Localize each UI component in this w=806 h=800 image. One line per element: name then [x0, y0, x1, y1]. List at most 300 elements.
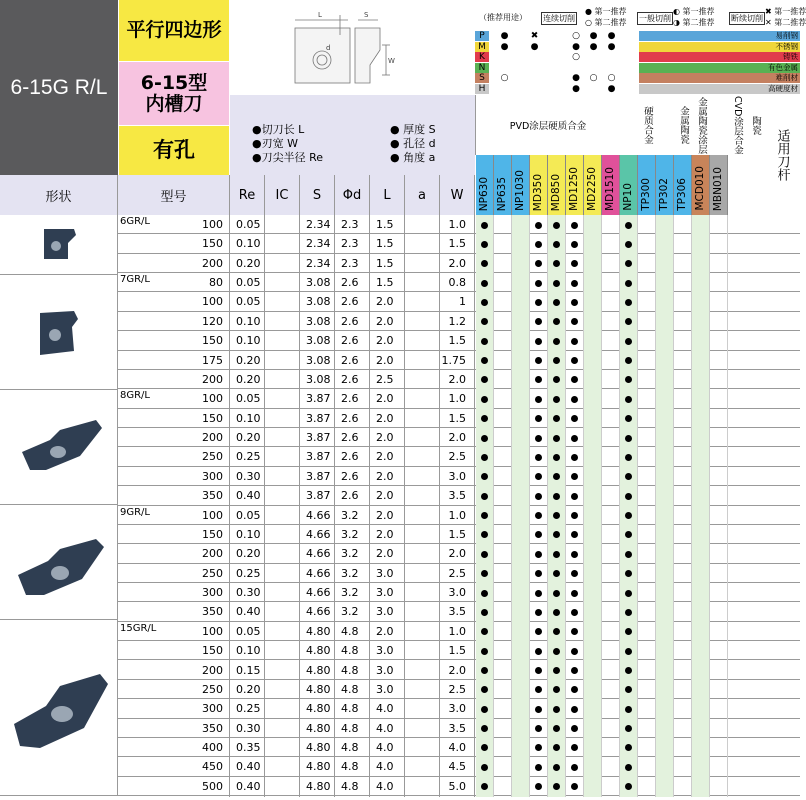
cell-w: 1.5 — [440, 234, 475, 254]
grade-cell-tp306 — [674, 351, 692, 371]
stock-dot — [535, 570, 542, 577]
grade-cell-md350 — [530, 234, 548, 254]
grade-cell-md350 — [530, 506, 548, 526]
cell-s: 3.08 — [300, 351, 335, 371]
insert-8gr-image — [0, 390, 118, 505]
grade-header-np630 — [476, 155, 494, 215]
grade-cell-md1510 — [602, 215, 620, 235]
grade-cell-tp302 — [656, 757, 674, 777]
stock-dot — [553, 551, 560, 558]
stock-dot — [553, 648, 560, 655]
cell-ic — [265, 602, 300, 622]
grade-cell-mcd010 — [692, 757, 710, 777]
stock-dot — [571, 744, 578, 751]
grade-label: MD350 — [531, 173, 544, 211]
material-mark: ● — [585, 42, 603, 52]
cell-re: 0.10 — [230, 409, 265, 429]
cell-d: 2.6 — [335, 447, 370, 467]
material-mark — [621, 42, 639, 52]
grade-cell-np630 — [476, 544, 494, 564]
col-d: Φd — [335, 175, 370, 215]
grade-cell-np1030 — [512, 447, 530, 467]
cell-a — [405, 292, 440, 312]
grade-cell-md1250 — [566, 661, 584, 681]
grade-cell-mcd010 — [692, 699, 710, 719]
grade-cell-md350 — [530, 583, 548, 603]
grade-cell-tp306 — [674, 409, 692, 429]
grade-cell-np630 — [476, 331, 494, 351]
material-mark: ● — [520, 42, 550, 52]
grade-cell-md1510 — [602, 254, 620, 274]
cell-s: 3.08 — [300, 292, 335, 312]
grade-cell-tp300 — [638, 409, 656, 429]
grade-cell-md1250 — [566, 544, 584, 564]
grade-cell-mbn010 — [710, 680, 728, 700]
material-mark — [603, 63, 621, 73]
cell-code: 120 — [174, 312, 230, 332]
material-mark — [621, 52, 639, 62]
stock-dot — [535, 415, 542, 422]
grade-cell-mbn010 — [710, 622, 728, 642]
stock-dot — [625, 686, 632, 693]
grade-cell-tp300 — [638, 351, 656, 371]
stock-dot — [535, 531, 542, 538]
grade-cell-md1510 — [602, 389, 620, 409]
grade-cell-md2250 — [584, 757, 602, 777]
stock-dot — [625, 764, 632, 771]
cell-d: 3.2 — [335, 583, 370, 603]
cell-a — [405, 564, 440, 584]
cell-l: 4.0 — [370, 719, 405, 739]
col-w: W — [440, 175, 475, 215]
material-mark — [585, 52, 603, 62]
material-mark — [621, 84, 639, 94]
cell-w: 1.5 — [440, 331, 475, 351]
cell-s: 2.34 — [300, 215, 335, 235]
grade-cell-tp306 — [674, 661, 692, 681]
grade-cell-md850 — [548, 389, 566, 409]
cell-model — [118, 583, 174, 603]
grade-cell-np1030 — [512, 331, 530, 351]
material-row-m — [475, 42, 800, 52]
stock-dot — [625, 706, 632, 713]
grade-cell-md1250 — [566, 428, 584, 448]
cell-a — [405, 486, 440, 506]
grade-cell-md850 — [548, 661, 566, 681]
size-type-label — [119, 62, 229, 125]
stock-dot — [535, 241, 542, 248]
stock-dot — [625, 648, 632, 655]
cell-w: 4.0 — [440, 738, 475, 758]
grade-cell-tp302 — [656, 719, 674, 739]
material-mark — [585, 84, 603, 94]
table-row — [118, 215, 800, 234]
grade-cell-np630 — [476, 622, 494, 642]
cell-re: 0.05 — [230, 622, 265, 642]
stock-dot — [481, 628, 488, 635]
diagram-label-d: d — [326, 44, 331, 52]
insert-dimension-drawing — [230, 0, 475, 95]
material-mark — [490, 52, 520, 62]
grade-cell-md350 — [530, 215, 548, 235]
col-model: 型号 — [118, 175, 230, 215]
grade-cell-md1250 — [566, 777, 584, 797]
grade-cell-md350 — [530, 312, 548, 332]
cell-ic — [265, 564, 300, 584]
cell-code: 100 — [174, 622, 230, 642]
cell-s: 4.80 — [300, 757, 335, 777]
cell-a — [405, 467, 440, 487]
grade-cell-tp306 — [674, 389, 692, 409]
insert-9gr-image — [0, 505, 118, 620]
cell-w: 2.0 — [440, 370, 475, 390]
material-mark: ○ — [568, 52, 585, 62]
material-mark: ● — [568, 73, 585, 83]
grade-cell-np10 — [620, 447, 638, 467]
grade-cell-md1250 — [566, 641, 584, 661]
grade-cell-np10 — [620, 215, 638, 235]
grade-cell-np635 — [494, 234, 512, 254]
cell-re: 0.05 — [230, 506, 265, 526]
grade-cell-np635 — [494, 602, 512, 622]
grade-cell-mbn010 — [710, 564, 728, 584]
cell-a — [405, 680, 440, 700]
grade-cell-np635 — [494, 292, 512, 312]
cell-s: 4.80 — [300, 680, 335, 700]
grade-cell-md850 — [548, 777, 566, 797]
shape-6gr — [0, 215, 118, 275]
grade-cell-tp302 — [656, 738, 674, 758]
grade-cell-np630 — [476, 389, 494, 409]
material-mark — [490, 63, 520, 73]
grade-cell-np10 — [620, 351, 638, 371]
grade-cell-np630 — [476, 506, 494, 526]
stock-dot — [481, 241, 488, 248]
cell-w: 1.0 — [440, 389, 475, 409]
grade-cell-mbn010 — [710, 719, 728, 739]
table-row — [118, 602, 800, 621]
stock-dot — [571, 473, 578, 480]
table-row — [118, 447, 800, 466]
stock-dot — [481, 415, 488, 422]
cell-l: 2.0 — [370, 292, 405, 312]
grade-cell-md1510 — [602, 680, 620, 700]
material-row-n — [475, 63, 800, 73]
cell-s: 4.80 — [300, 699, 335, 719]
cell-ic — [265, 351, 300, 371]
grade-cell-np10 — [620, 409, 638, 429]
grade-label: MD850 — [549, 173, 562, 211]
grade-cell-md2250 — [584, 602, 602, 622]
stock-dot — [625, 783, 632, 790]
grade-label: MD1510 — [603, 167, 616, 211]
material-name: 难削材 — [775, 73, 798, 82]
grade-cell-tp302 — [656, 312, 674, 332]
cell-a — [405, 544, 440, 564]
grade-cell-tp300 — [638, 602, 656, 622]
grade-cell-md1510 — [602, 370, 620, 390]
cell-d: 2.6 — [335, 428, 370, 448]
cell-a — [405, 428, 440, 448]
cell-code: 100 — [174, 389, 230, 409]
cell-model — [118, 428, 174, 448]
grade-cell-md1510 — [602, 234, 620, 254]
legend-interrupted: 断续切削 — [731, 14, 763, 23]
cell-model — [118, 661, 174, 681]
grade-cell-mcd010 — [692, 602, 710, 622]
grade-cell-np1030 — [512, 215, 530, 235]
grade-cell-np635 — [494, 544, 512, 564]
stock-dot — [625, 299, 632, 306]
cell-re: 0.25 — [230, 564, 265, 584]
stock-dot — [553, 744, 560, 751]
grade-cell-mbn010 — [710, 370, 728, 390]
material-mark: ○ — [490, 73, 520, 83]
grade-cell-tp300 — [638, 583, 656, 603]
grade-cell-tp302 — [656, 234, 674, 254]
grade-cell-tp306 — [674, 506, 692, 526]
stock-dot — [481, 435, 488, 442]
material-mark — [585, 63, 603, 73]
cell-d: 4.8 — [335, 661, 370, 681]
grade-cell-np1030 — [512, 661, 530, 681]
stock-dot — [481, 493, 488, 500]
grade-cell-tp306 — [674, 331, 692, 351]
cell-code: 150 — [174, 409, 230, 429]
cell-w: 3.0 — [440, 699, 475, 719]
grade-cell-md2250 — [584, 447, 602, 467]
grade-cell-tp302 — [656, 525, 674, 545]
stock-dot — [571, 783, 578, 790]
cell-ic — [265, 234, 300, 254]
grade-cell-md1510 — [602, 641, 620, 661]
grade-cell-md850 — [548, 680, 566, 700]
cell-l: 2.0 — [370, 389, 405, 409]
grade-cell-np635 — [494, 506, 512, 526]
grade-cell-md850 — [548, 544, 566, 564]
cell-re: 0.20 — [230, 351, 265, 371]
grade-cell-tp302 — [656, 254, 674, 274]
grade-cell-tp306 — [674, 641, 692, 661]
size-type-line1: 6-15型 — [140, 71, 208, 94]
grade-cell-np1030 — [512, 583, 530, 603]
cell-code: 200 — [174, 544, 230, 564]
col-s: S — [300, 175, 335, 215]
stock-dot — [535, 454, 542, 461]
param-radius: ●刀尖半径 Re — [252, 151, 324, 164]
cell-model: 7GR/L — [120, 274, 150, 286]
stock-dot — [481, 318, 488, 325]
cell-l: 3.0 — [370, 583, 405, 603]
stock-dot — [481, 260, 488, 267]
cell-a — [405, 234, 440, 254]
grade-cell-md350 — [530, 389, 548, 409]
material-mark — [490, 84, 520, 94]
grade-cell-mbn010 — [710, 506, 728, 526]
grade-cell-mcd010 — [692, 351, 710, 371]
cell-code: 175 — [174, 351, 230, 371]
stock-dot — [553, 667, 560, 674]
material-mark — [520, 63, 550, 73]
grade-cell-md850 — [548, 506, 566, 526]
stock-dot — [571, 241, 578, 248]
material-mark — [550, 31, 568, 41]
table-row — [118, 564, 800, 583]
grade-header-md2250 — [584, 155, 602, 215]
grade-header-md1510 — [602, 155, 620, 215]
grade-cell-mbn010 — [710, 544, 728, 564]
grade-cell-md2250 — [584, 234, 602, 254]
grade-header-np1030 — [512, 155, 530, 215]
cell-code: 300 — [174, 583, 230, 603]
cell-re: 0.25 — [230, 447, 265, 467]
grade-cell-md850 — [548, 602, 566, 622]
cell-s: 2.34 — [300, 234, 335, 254]
grade-cell-np1030 — [512, 351, 530, 371]
grade-cell-md1510 — [602, 622, 620, 642]
grade-cell-md350 — [530, 757, 548, 777]
grade-cell-mcd010 — [692, 544, 710, 564]
grade-cell-np635 — [494, 564, 512, 584]
cell-ic — [265, 409, 300, 429]
grade-cell-md350 — [530, 273, 548, 293]
cell-w: 3.5 — [440, 719, 475, 739]
table-row — [118, 370, 800, 389]
param-hole-dia: ● 孔径 d — [390, 137, 436, 150]
stock-dot — [571, 531, 578, 538]
grade-cell-md1510 — [602, 467, 620, 487]
grade-cell-tp302 — [656, 564, 674, 584]
grade-cell-mcd010 — [692, 777, 710, 797]
grade-cell-md2250 — [584, 622, 602, 642]
grade-cell-np1030 — [512, 719, 530, 739]
cell-ic — [265, 506, 300, 526]
grade-cell-np630 — [476, 738, 494, 758]
grade-cell-mbn010 — [710, 525, 728, 545]
grade-cell-md350 — [530, 622, 548, 642]
stock-dot — [481, 570, 488, 577]
grade-cell-np10 — [620, 331, 638, 351]
cell-ic — [265, 467, 300, 487]
material-mark: ● — [568, 84, 585, 94]
cell-a — [405, 254, 440, 274]
grade-cell-np630 — [476, 409, 494, 429]
grade-cell-md2250 — [584, 428, 602, 448]
cell-d: 3.2 — [335, 544, 370, 564]
cell-re: 0.05 — [230, 389, 265, 409]
grade-cell-md1250 — [566, 234, 584, 254]
grade-cell-mbn010 — [710, 234, 728, 254]
grade-cell-mbn010 — [710, 641, 728, 661]
grade-cell-md1250 — [566, 525, 584, 545]
stock-dot — [625, 667, 632, 674]
grade-cell-md1510 — [602, 602, 620, 622]
grade-cell-mcd010 — [692, 234, 710, 254]
table-row — [118, 312, 800, 331]
stock-dot — [571, 609, 578, 616]
cell-ic — [265, 757, 300, 777]
cell-code: 300 — [174, 699, 230, 719]
stock-dot — [553, 241, 560, 248]
grade-cell-md2250 — [584, 215, 602, 235]
grade-header-np10 — [620, 155, 638, 215]
grade-cell-mcd010 — [692, 447, 710, 467]
col-shape: 形状 — [0, 175, 118, 215]
grade-cell-md350 — [530, 370, 548, 390]
insert-6gr-image — [0, 215, 118, 275]
grade-cell-mcd010 — [692, 254, 710, 274]
table-row — [118, 738, 800, 757]
grade-header-md850 — [548, 155, 566, 215]
grade-cell-np1030 — [512, 680, 530, 700]
grade-cell-tp302 — [656, 215, 674, 235]
cell-model — [118, 738, 174, 758]
grade-cell-np635 — [494, 486, 512, 506]
grade-cell-tp306 — [674, 525, 692, 545]
cell-s: 3.87 — [300, 447, 335, 467]
cell-re: 0.20 — [230, 680, 265, 700]
grade-cell-md2250 — [584, 719, 602, 739]
grade-cell-mbn010 — [710, 312, 728, 332]
grade-cell-md850 — [548, 525, 566, 545]
stock-dot — [571, 222, 578, 229]
grade-cell-tp302 — [656, 273, 674, 293]
legend-first-2: ◐ 第一推荐 — [673, 7, 715, 16]
grade-cell-tp302 — [656, 583, 674, 603]
cell-re: 0.40 — [230, 486, 265, 506]
cell-a — [405, 661, 440, 681]
stock-dot — [481, 531, 488, 538]
grade-cell-tp302 — [656, 428, 674, 448]
cell-l: 4.0 — [370, 738, 405, 758]
grade-cell-tp306 — [674, 544, 692, 564]
grade-cell-md350 — [530, 409, 548, 429]
grade-cell-mcd010 — [692, 738, 710, 758]
grade-cell-mbn010 — [710, 254, 728, 274]
grade-cell-np10 — [620, 719, 638, 739]
material-code: K — [475, 52, 490, 62]
grade-cell-md1510 — [602, 312, 620, 332]
grade-cell-md2250 — [584, 680, 602, 700]
cell-code: 300 — [174, 467, 230, 487]
grade-cell-np1030 — [512, 312, 530, 332]
grade-cell-md2250 — [584, 273, 602, 293]
stock-dot — [481, 280, 488, 287]
grade-cell-np1030 — [512, 564, 530, 584]
stock-dot — [535, 493, 542, 500]
table-row — [118, 292, 800, 311]
grade-cell-tp300 — [638, 273, 656, 293]
col-a: a — [405, 175, 440, 215]
grade-cell-tp306 — [674, 312, 692, 332]
grade-cell-tp300 — [638, 215, 656, 235]
cell-ic — [265, 583, 300, 603]
grade-cell-np635 — [494, 389, 512, 409]
stock-dot — [481, 744, 488, 751]
grade-label: MD2250 — [585, 167, 598, 211]
cell-w: 1.75 — [440, 351, 475, 371]
grade-cell-tp306 — [674, 622, 692, 642]
grade-cell-md1510 — [602, 273, 620, 293]
grade-cell-mcd010 — [692, 273, 710, 293]
grade-cell-np10 — [620, 738, 638, 758]
stock-dot — [625, 551, 632, 558]
cell-s: 3.87 — [300, 486, 335, 506]
cell-s: 3.87 — [300, 389, 335, 409]
cell-a — [405, 215, 440, 235]
grade-cell-np630 — [476, 486, 494, 506]
cell-d: 2.6 — [335, 370, 370, 390]
